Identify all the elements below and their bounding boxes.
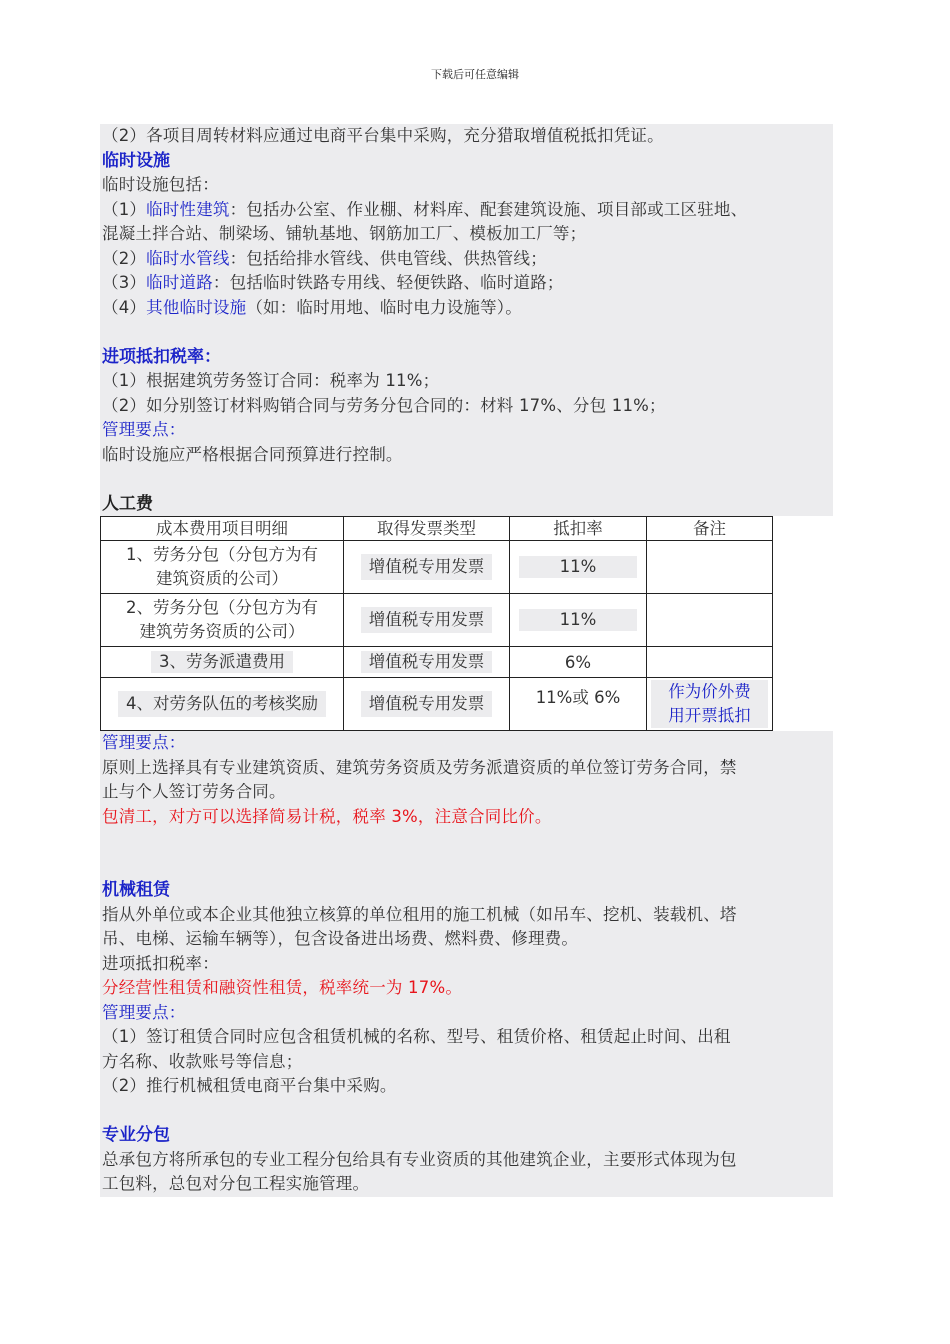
page-header: 下载后可任意编辑 (431, 68, 519, 81)
machinery-desc-1: 指从外单位或本企业其他独立核算的单位租用的施工机械（如吊车、挖机、装载机、塔 (102, 904, 737, 924)
labor-cost-table (100, 516, 773, 731)
table-row (101, 594, 773, 647)
row-4-invoice: 增值税专用发票 (344, 678, 510, 731)
machinery-tax-label: 进项抵扣税率： (102, 953, 219, 973)
row-4-item: 4、对劳务队伍的考核奖励 (101, 678, 344, 731)
labor-mgmt-line-2: 止与个人签订劳务合同。 (102, 782, 286, 801)
row-3-note (647, 647, 773, 678)
document-body (100, 124, 833, 1197)
temp-item-1-cont: 混凝土拌合站、制梁场、铺轨基地、钢筋加工厂、模板加工厂等； (102, 224, 587, 243)
temp-includes: 临时设施包括： (102, 175, 219, 194)
row-3-item: 3、劳务派遣费用 (101, 647, 344, 678)
table-header-item: 成本费用项目明细 (101, 517, 344, 541)
subcontract-desc-2: 工包料，总包对分包工程实施管理。 (102, 1174, 370, 1193)
temp-item-2-name: 临时水管线 (146, 248, 230, 268)
temp-item-3: （3）临时道路：包括临时铁路专用线、轻便铁路、临时道路； (102, 273, 564, 292)
labor-mgmt-line-1: 原则上选择具有专业建筑资质、建筑劳务资质及劳务派遣资质的单位签订劳务合同，禁 (102, 757, 737, 777)
table-row (101, 541, 773, 594)
row-1-item: 1、劳务分包（分包方为有 建筑资质的公司） (101, 541, 344, 594)
temp-item-2: （2）临时水管线：包括给排水管线、供电管线、供热管线； (102, 248, 547, 268)
labor-mgmt-section (100, 731, 833, 1197)
table-row (101, 647, 773, 678)
temp-item-1: （1）临时性建筑：包括办公室、作业棚、材料库、配套建筑设施、项目部或工区驻地、 (102, 199, 748, 219)
table-header-row (101, 517, 773, 541)
row-3-rate: 6% (510, 647, 647, 678)
machinery-mgmt-label: 管理要点： (102, 1002, 186, 1022)
input-tax-line-2: （2）如分别签订材料购销合同与劳务分包合同的：材料 17%、分包 11%； (102, 395, 666, 415)
table-row (101, 678, 773, 731)
subcontract-desc-1: 总承包方将所承包的专业工程分包给具有专业资质的其他建筑企业，主要形式体现为包 (102, 1149, 737, 1169)
temp-item-4-name: 其他临时设施 (146, 297, 247, 317)
table-header-rate: 抵扣率 (510, 517, 647, 541)
machinery-title: 机械租赁 (102, 880, 170, 900)
input-tax-title: 进项抵扣税率： (102, 346, 221, 367)
row-2-item: 2、劳务分包（分包方为有 建筑劳务资质的公司） (101, 594, 344, 647)
row-4-note: 作为价外费 用开票抵扣 (647, 678, 773, 731)
row-3-invoice: 增值税专用发票 (344, 647, 510, 678)
temp-mgmt-text: 临时设施应严格根据合同预算进行控制。 (102, 444, 403, 464)
machinery-red-note: 分经营性租赁和融资性租赁，税率统一为 17%。 (102, 978, 463, 997)
row-1-rate: 11% (510, 541, 647, 594)
labor-red-note: 包清工，对方可以选择简易计税，税率 3%，注意合同比价。 (102, 806, 552, 826)
table-header-invoice: 取得发票类型 (344, 517, 510, 541)
row-2-invoice: 增值税专用发票 (344, 594, 510, 647)
temp-facilities-title: 临时设施 (102, 150, 170, 171)
row-2-rate: 11% (510, 594, 647, 647)
machinery-mgmt-1-line-2: 方名称、收款账号等信息； (102, 1051, 303, 1071)
row-1-invoice: 增值税专用发票 (344, 541, 510, 594)
row-2-note (647, 594, 773, 647)
subcontract-title: 专业分包 (102, 1125, 170, 1145)
temp-item-4: （4）其他临时设施（如：临时用地、临时电力设施等）。 (102, 297, 522, 317)
temp-mgmt-label: 管理要点： (102, 420, 186, 439)
temp-item-3-name: 临时道路 (146, 273, 213, 292)
temp-facilities-section (100, 124, 833, 516)
labor-mgmt-label: 管理要点： (102, 733, 186, 752)
machinery-mgmt-2: （2）推行机械租赁电商平台集中采购。 (102, 1076, 397, 1095)
input-tax-line-1: （1）根据建筑劳务签订合同：税率为 11%； (102, 371, 440, 390)
labor-title: 人工费 (102, 493, 153, 514)
machinery-desc-2: 吊、电梯、运输车辆等），包含设备进出场费、燃料费、修理费。 (102, 929, 579, 948)
temp-item-1-name: 临时性建筑 (146, 199, 230, 219)
table-header-note: 备注 (647, 517, 773, 541)
machinery-mgmt-1-line-1: （1）签订租赁合同时应包含租赁机械的名称、型号、租赁价格、租赁起止时间、出租 (102, 1027, 731, 1046)
row-4-rate: 11%或 6% (510, 678, 647, 731)
row-1-note (647, 541, 773, 594)
intro-line: （2）各项目周转材料应通过电商平台集中采购，充分猎取增值税抵扣凭证。 (102, 126, 664, 145)
